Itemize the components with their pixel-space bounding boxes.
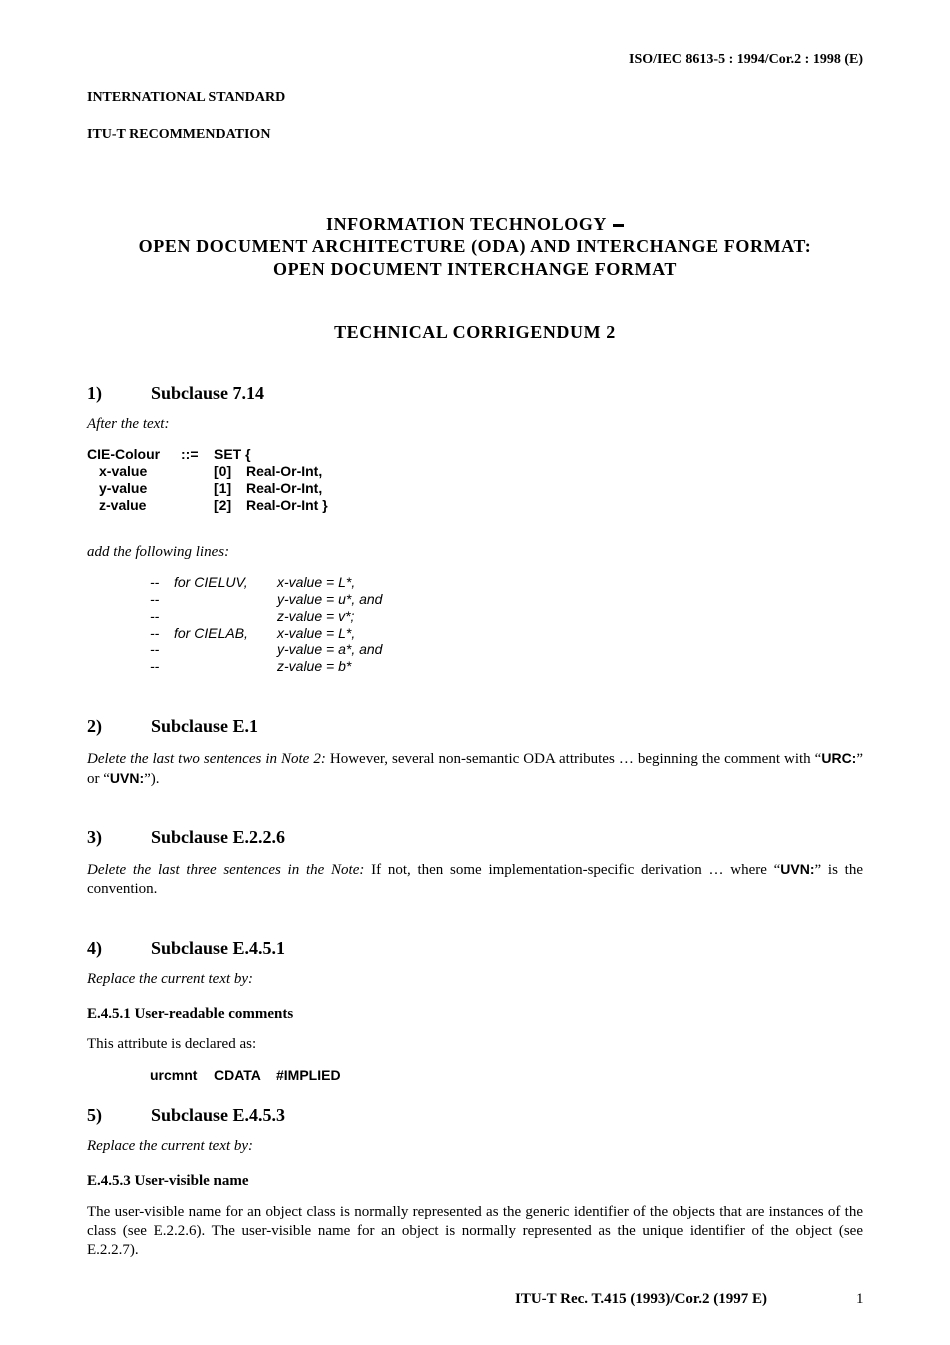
- section-5-instruction: Replace the current text by:: [87, 1138, 254, 1154]
- section-1-instruction-2: add the following lines:: [87, 544, 230, 560]
- header-itu-recommendation: ITU-T RECOMMENDATION: [87, 127, 271, 142]
- header-international-standard: INTERNATIONAL STANDARD: [87, 90, 286, 105]
- document-subtitle: TECHNICAL CORRIGENDUM 2: [334, 322, 616, 342]
- decl-attribute-type: CDATA: [214, 1067, 261, 1083]
- code-assign-op: ::=: [181, 446, 199, 462]
- section-4-body: This attribute is declared as:: [87, 1036, 257, 1052]
- comment-label: for CIELUV,: [174, 574, 248, 590]
- section-5-title: Subclause E.4.5.3: [151, 1105, 286, 1125]
- section-2-title: Subclause E.1: [151, 716, 259, 736]
- footer-reference: ITU-T Rec. T.415 (1993)/Cor.2 (1997 E): [515, 1291, 767, 1307]
- comment-dash: --: [150, 591, 160, 607]
- code-uvn: UVN:: [109, 770, 145, 786]
- comment-dash: --: [150, 641, 160, 657]
- comment-text: y-value = a*, and: [277, 641, 383, 657]
- comment-text: z-value = b*: [277, 658, 352, 674]
- comment-label: for CIELAB,: [174, 625, 248, 641]
- title-line-1: INFORMATION TECHNOLOGY: [0, 214, 950, 235]
- code-set-open: SET {: [214, 446, 251, 462]
- section-1-instruction: After the text:: [87, 416, 170, 432]
- section-1-title: Subclause 7.14: [151, 383, 265, 403]
- section-4-title: Subclause E.4.5.1: [151, 938, 286, 958]
- section-2-number: 2): [87, 716, 102, 736]
- section-1-number: 1): [87, 383, 102, 403]
- comment-text: x-value = L*,: [277, 574, 356, 590]
- code-field: y-value: [99, 480, 148, 496]
- section-3-instruction: Delete the last three sentences in the Note:: [87, 862, 365, 878]
- comment-dash: --: [150, 625, 160, 641]
- code-field: x-value: [99, 463, 148, 479]
- code-tag: [2]: [214, 497, 232, 513]
- code-type: Real-Or-Int,: [246, 480, 323, 496]
- section-5-subheading: E.4.5.3 User-visible name: [87, 1173, 249, 1189]
- comment-dash: --: [150, 658, 160, 674]
- section-5-number: 5): [87, 1105, 102, 1125]
- page-number: 1: [856, 1291, 864, 1307]
- section-3-paragraph: Delete the last three sentences in the Note: If not, then some implementation-specific derivation … where “UVN:” is the convention.: [87, 861, 863, 897]
- title-line-3: OPEN DOCUMENT INTERCHANGE FORMAT: [272, 259, 678, 279]
- comment-text: z-value = v*;: [277, 608, 355, 624]
- comment-text: y-value = u*, and: [277, 591, 383, 607]
- section-2-instruction: Delete the last two sentences in Note 2:: [87, 751, 326, 767]
- comment-text: x-value = L*,: [277, 625, 356, 641]
- section-4-instruction: Replace the current text by:: [87, 971, 254, 987]
- section-4-subheading: E.4.5.1 User-readable comments: [87, 1006, 294, 1022]
- em-dash: [613, 224, 624, 227]
- code-urc: URC:: [821, 750, 857, 766]
- code-type: Real-Or-Int,: [246, 463, 323, 479]
- section-3-number: 3): [87, 827, 102, 847]
- section-2-paragraph: Delete the last two sentences in Note 2: However, several non-semantic ODA attributes … beginning the comment with “URC:” or “UVN:”).: [87, 750, 864, 787]
- section-3-title: Subclause E.2.2.6: [151, 827, 286, 847]
- code-field: z-value: [99, 497, 147, 513]
- code-tag: [0]: [214, 463, 232, 479]
- decl-attribute-default: #IMPLIED: [276, 1067, 341, 1083]
- comment-dash: --: [150, 608, 160, 624]
- code-uvn: UVN:: [780, 861, 815, 877]
- decl-attribute-name: urcmnt: [150, 1067, 198, 1083]
- title-line-2: OPEN DOCUMENT ARCHITECTURE (ODA) AND INTERCHANGE FORMAT:: [138, 236, 812, 256]
- code-type: Real-Or-Int }: [246, 497, 328, 513]
- code-tag: [1]: [214, 480, 232, 496]
- code-type-name: CIE-Colour: [87, 446, 161, 462]
- comment-dash: --: [150, 574, 160, 590]
- section-5-body: The user-visible name for an object class is normally represented as the generic identifier of the objects that are instances of the class (see E.2.2.6). The user-visible name for an object is normally represented as the unique identifier of the object (see E.2.2.7).: [87, 1204, 863, 1258]
- section-4-number: 4): [87, 938, 102, 958]
- document-id: ISO/IEC 8613-5 : 1994/Cor.2 : 1998 (E): [629, 52, 863, 67]
